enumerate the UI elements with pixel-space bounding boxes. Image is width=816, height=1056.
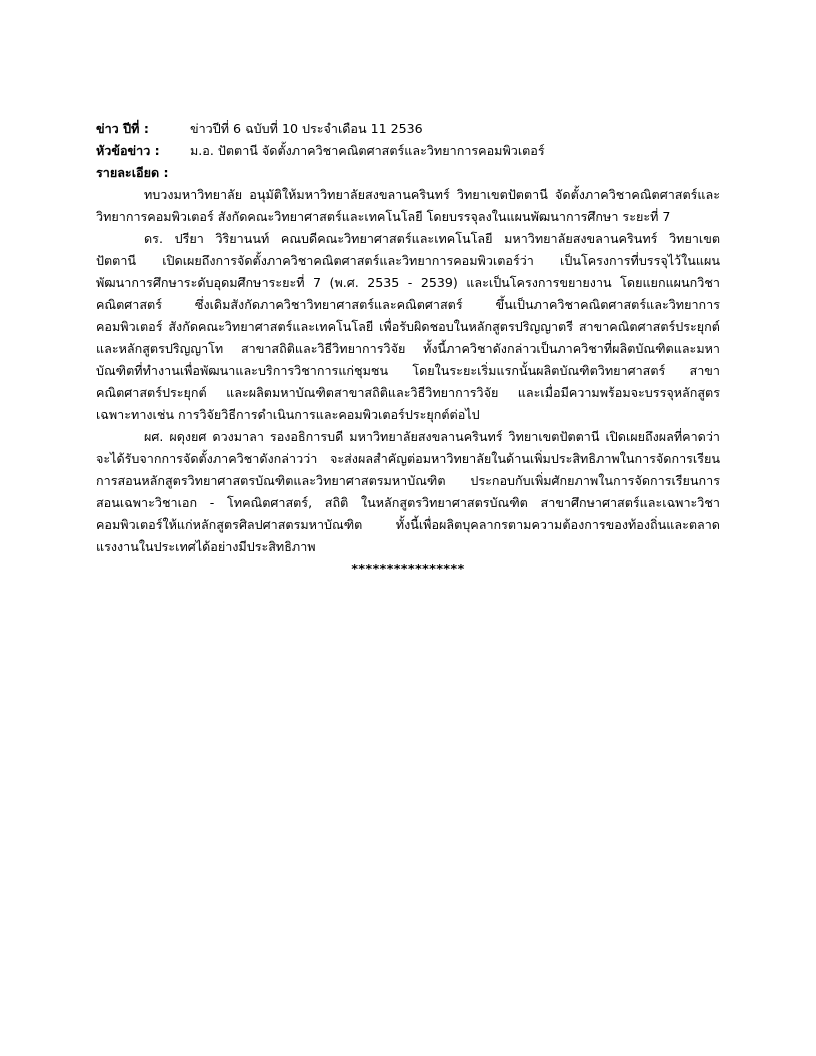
issue-label: ข่าว ปีที่ : [96, 121, 149, 136]
body-paragraph-2: ดร. ปรียา วิริยานนท์ คณบดีคณะวิทยาศาสตร์และเทคโนโลยี มหาวิทยาลัยสงขลานครินทร์ วิทยาเขตปัตตานี เปิดเผยถึงการจัดตั้งภาควิชาคณิตศาสตร์และวิทยาการคอมพิวเตอร์ว่า เป็นโครงการที่บรรจุไว้ในแผนพัฒนาการศึกษาระดับอุดมศึกษาระยะที่ 7 (พ.ศ. 2535 - 2539) และเป็นโครงการขยายงาน โดยแยกแผนกวิชาคณิตศาสตร์ ซึ่งเดิมสังกัดภาควิชาวิทยาศาสตร์และคณิตศาสตร์ ขึ้นเป็นภาควิชาคณิตศาสตร์และวิทยาการคอมพิวเตอร์ สังกัดคณะวิทยาศาสตร์และเทคโนโลยี เพื่อรับผิดชอบในหลักสูตรปริญญาตรี สาขาคณิตศาสตร์ประยุกต์ และหลักสูตรปริญญาโท สาขาสถิติและวิธีวิทยาการวิจัย ทั้งนี้ภาควิชาดังกล่าวเป็นภาควิชาที่ผลิตบัณฑิตและมหาบัณฑิตที่ทำงานเพื่อพัฒนาและบริการวิชาการแก่ชุมชน โดยในระยะเริ่มแรกนั้นผลิตบัณฑิตวิทยาศาสตร์ สาขาคณิตศาสตร์ประยุกต์ และผลิตมหาบัณฑิตสาขาสถิติและวิธีวิทยาการวิจัย และเมื่อมีความพร้อมจะบรรจุหลักสูตรเฉพาะทางเช่น การวิจัยวิธีการดำเนินการและคอมพิวเตอร์ประยุกต์ต่อไป [96, 231, 720, 422]
detail-label: รายละเอียด : [96, 165, 169, 180]
news-document [96, 118, 720, 580]
end-marker: **************** [351, 561, 465, 576]
issue-value: ข่าวปีที่ 6 ฉบับที่ 10 ประจำเดือน 11 2536 [190, 121, 423, 136]
body-paragraph-3: ผศ. ผดุงยศ ดวงมาลา รองอธิการบดี มหาวิทยาลัยสงขลานครินทร์ วิทยาเขตปัตตานี เปิดเผยถึงผลที่คาดว่าจะได้รับจากการจัดตั้งภาควิชาดังกล่าวว่า จะส่งผลสำคัญต่อมหาวิทยาลัยในด้านเพิ่มประสิทธิภาพในการจัดการเรียนการสอนหลักสูตรวิทยาศาสตรบัณฑิตและวิทยาศาสตรมหาบัณฑิต ประกอบกับเพิ่มศักยภาพในการจัดการเรียนการสอนเฉพาะวิชาเอก - โทคณิตศาสตร์, สถิติ ในหลักสูตรวิทยาศาสตรบัณฑิต สาขาศึกษาศาสตร์และเฉพาะวิชาคอมพิวเตอร์ให้แก่หลักสูตรศิลปศาสตรมหาบัณฑิต ทั้งนี้เพื่อผลิตบุคลากรตามความต้องการของท้องถิ่นและตลาดแรงงานในประเทศได้อย่างมีประสิทธิภาพ [96, 429, 720, 554]
issue-row [96, 118, 720, 140]
headline-value: ม.อ. ปัตตานี จัดตั้งภาควิชาคณิตศาสตร์และวิทยาการคอมพิวเตอร์ [190, 143, 545, 158]
headline-row [96, 140, 720, 162]
body-paragraph-1: ทบวงมหาวิทยาลัย อนุมัติให้มหาวิทยาลัยสงขลานครินทร์ วิทยาเขตปัตตานี จัดตั้งภาควิชาคณิตศาสตร์และวิทยาการคอมพิวเตอร์ สังกัดคณะวิทยาศาสตร์และเทคโนโลยี โดยบรรจุลงในแผนพัฒนาการศึกษา ระยะที่ 7 [96, 187, 720, 224]
headline-label: หัวข้อข่าว : [96, 143, 160, 158]
